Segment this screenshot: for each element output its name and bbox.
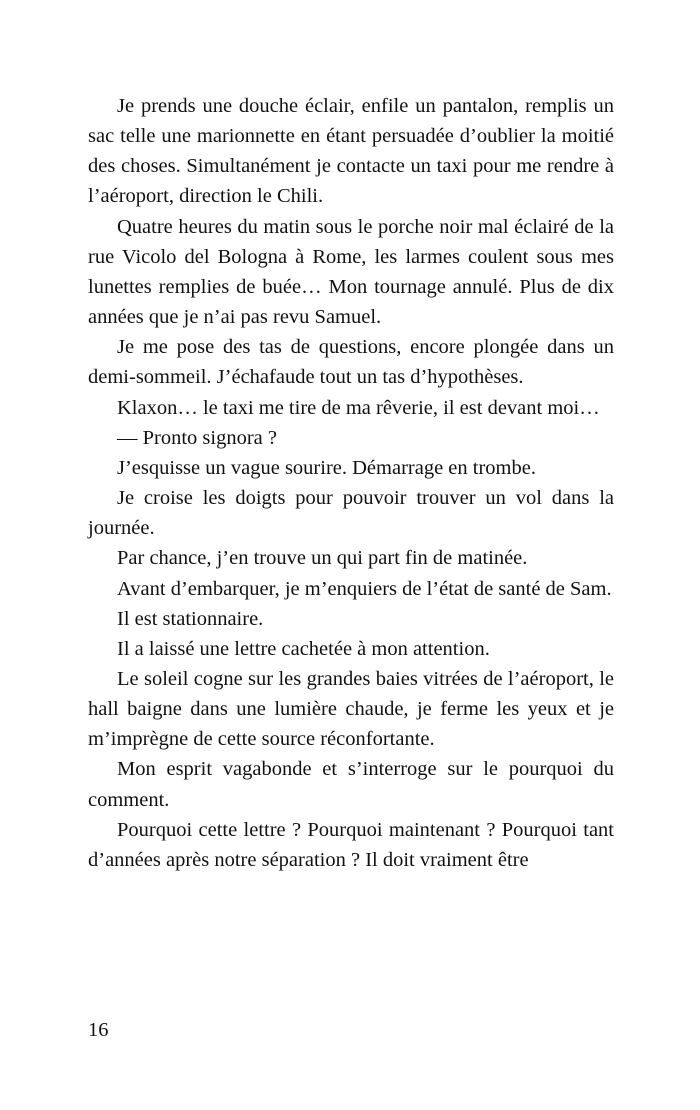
paragraph: Mon esprit vagabonde et s’interroge sur le pourquoi du comment. xyxy=(88,758,614,811)
paragraph: Pourquoi cette lettre ? Pourquoi maintenant ? Pourquoi tant d’années après notre séparation ? Il doit vraiment être xyxy=(88,818,614,871)
page-number: 16 xyxy=(88,1019,109,1041)
paragraph: J’esquisse un vague sourire. Démarrage en trombe. xyxy=(117,456,536,479)
paragraph: Je me pose des tas de questions, encore plongée dans un demi-sommeil. J’échafaude tout un tas d’hypothèses. xyxy=(88,336,614,389)
paragraph: Il est stationnaire. xyxy=(117,607,264,630)
body-text xyxy=(88,91,614,875)
paragraph: Le soleil cogne sur les grandes baies vitrées de l’aéroport, le hall baigne dans une lumière chaude, je ferme les yeux et je m’imprègne de cette source réconfortante. xyxy=(88,667,614,751)
paragraph: Avant d’embarquer, je m’enquiers de l’état de santé de Sam. xyxy=(117,577,612,600)
paragraph: Quatre heures du matin sous le porche noir mal éclairé de la rue Vicolo del Bologna à Rome, les larmes coulent sous mes lunettes remplies de buée… Mon tournage annulé. Plus de dix années que je n’ai pas revu Samuel. xyxy=(88,215,614,329)
paragraph: Par chance, j’en trouve un qui part fin de matinée. xyxy=(117,547,528,570)
paragraph: Il a laissé une lettre cachetée à mon attention. xyxy=(117,637,490,660)
paragraph: Klaxon… le taxi me tire de ma rêverie, il est devant moi… xyxy=(117,396,600,419)
paragraph: Je croise les doigts pour pouvoir trouver un vol dans la journée. xyxy=(88,487,614,540)
paragraph: Je prends une douche éclair, enfile un pantalon, remplis un sac telle une marionnette en étant persuadée d’oublier la moitié des choses. Simultanément je contacte un taxi pour me rendre à l’aéroport, direction le Chili. xyxy=(88,95,614,208)
dialogue-line: — Pronto signora ? xyxy=(117,426,277,449)
